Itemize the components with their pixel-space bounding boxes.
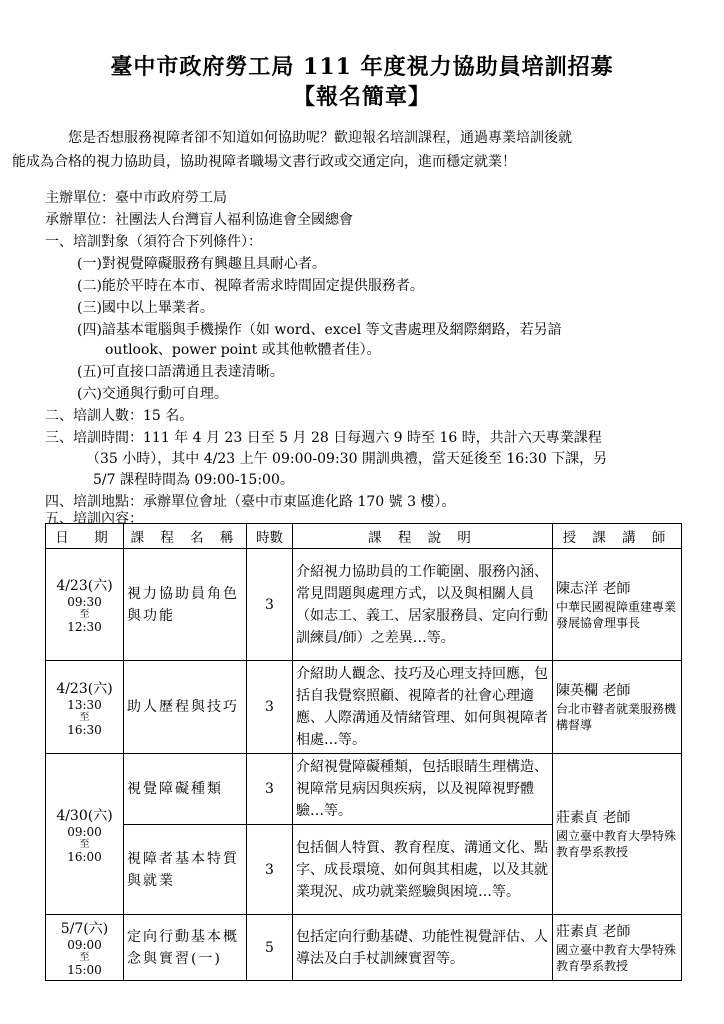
time-start: 09:00 [67,824,102,839]
teacher-name: 莊素貞 老師 [556,923,631,940]
time-end: 16:30 [67,722,102,737]
time-start: 09:00 [67,938,102,952]
date-text: 5/7(六) [60,921,109,937]
time-end: 15:00 [67,963,102,977]
teacher-cell [553,915,682,981]
course-description: 包括個人特質、教育程度、溝通文化、點字、成長環境、如何與其相處，以及其就業現況、成功就業經驗與困境…等。 [293,825,553,915]
course-description: 介紹視力協助員的工作範圍、服務內涵、常見問題與處理方式，以及與相關人員（如志工、義工、居家服務員、定向行動訓練員/師）之差異…等。 [293,549,553,661]
header-description: 課 程 說 明 [293,524,553,549]
section-1-item: (六)交通與行動可自理。 [77,386,228,402]
section-3-line: 5/7 課程時間為 09:00-15:00。 [93,472,294,488]
course-hours: 3 [247,549,293,661]
date-text: 4/23(六) [56,578,113,594]
teacher-cell [553,661,682,754]
time-to: 至 [79,838,90,850]
table-row [46,549,682,661]
section-2: 二、培訓人數：15 名。 [45,408,194,424]
course-table [45,523,682,981]
time-start: 09:30 [67,595,102,609]
time-start: 13:30 [67,697,102,712]
header-teacher: 授 課 講 師 [553,524,682,549]
section-1-item: (一)對視覺障礙服務有興趣且具耐心者。 [77,256,326,272]
intro-paragraph [12,126,680,174]
course-hours: 5 [247,915,293,981]
section-1-item: (三)國中以上畢業者。 [77,300,214,316]
time-end: 12:30 [67,620,102,634]
date-text: 4/30(六) [56,807,113,824]
co-organizer: 承辦單位：社團法人台灣盲人福利協進會全國總會 [45,212,353,228]
course-name: 定向行動基本概念與實習(一) [124,915,247,981]
date-cell [46,754,124,915]
section-4: 四、培訓地點：承辦單位會址（臺中市東區進化路 170 號 3 樓）。 [45,494,456,510]
section-1-item: (二)能於平時在本市、視障者需求時間固定提供服務者。 [77,278,424,294]
page-title: 臺中市政府勞工局 111 年度視力協助員培訓招募 [110,54,614,80]
section-3-line: 三、培訓時間：111 年 4 月 23 日至 5 月 28 日每週六 9 時至 16 時，共計六天專業課程 [45,430,602,446]
teacher-name: 莊素貞 老師 [556,810,631,826]
course-description: 介紹助人觀念、技巧及心理支持回應，包括自我覺察照顧、視障者的社會心理適應、人際溝通及情緒管理、如何與視障者相處…等。 [293,661,553,754]
course-hours: 3 [247,825,293,915]
table-row [46,754,682,825]
course-hours: 3 [247,754,293,825]
table-header-row [46,524,682,549]
course-description: 介紹視覺障礙種類，包括眼睛生理構造、視障常見病因與疾病，以及視障視野體驗…等。 [293,754,553,825]
section-1-item: (五)可直接口語溝通且表達清晰。 [77,364,284,380]
intro-line-2: 能成為合格的視力協助員，協助視障者職場文書行政或交通定向，進而穩定就業！ [12,154,516,170]
course-hours: 3 [247,661,293,754]
teacher-name: 陳志洋 老師 [556,580,631,597]
page-subtitle: 【報名簡章】 [292,84,431,110]
section-1-item-cont: outlook、power point 或其他軟體者佳）。 [105,342,381,358]
section-3-line: （35 小時），其中 4/23 上午 09:00-09:30 開訓典禮，當天延後至 16:30 下課，另 [86,451,608,467]
header-course: 課 程 名 稱 [124,524,247,549]
table-row [46,915,682,981]
time-end: 16:00 [67,849,102,864]
teacher-org: 國立臺中教育大學特殊教育學系教授 [556,829,677,859]
teacher-org: 國立臺中教育大學特殊教育學系教授 [556,942,677,973]
header-date: 日 期 [46,524,124,549]
intro-line-1: 您是否想服務視障者卻不知道如何協助呢？歡迎報名培訓課程，通過專業培訓後就 [68,130,572,146]
time-to: 至 [79,711,90,723]
course-description: 包括定向行動基礎、功能性視覺評估、人導法及白手杖訓練實習等。 [293,915,553,981]
date-text: 4/23(六) [56,680,113,697]
teacher-org: 台北市瞽者就業服務機構督導 [556,702,677,732]
course-name: 視障者基本特質與就業 [124,825,247,915]
course-name: 視力協助員角色與功能 [124,549,247,661]
course-name: 助人歷程與技巧 [124,661,247,754]
date-cell [46,549,124,661]
organizer: 主辦單位：臺中市政府勞工局 [45,190,227,206]
date-cell [46,661,124,754]
header-hours: 時數 [247,524,293,549]
section-1-item: (四)諳基本電腦與手機操作（如 word、excel 等文書處理及網際網路，若另諳 [77,322,562,338]
date-cell [46,915,124,981]
teacher-cell [553,549,682,661]
teacher-name: 陳英欄 老師 [556,683,631,699]
table-row [46,661,682,754]
course-name: 視覺障礙種類 [124,754,247,825]
section-5: 五、培訓內容： [45,511,143,527]
teacher-org: 中華民國視障重建專業發展協會理事長 [556,599,677,630]
time-to: 至 [79,952,90,963]
teacher-cell [553,754,682,915]
section-1-heading: 一、培訓對象（須符合下列條件）： [45,234,262,250]
time-to: 至 [79,609,90,620]
